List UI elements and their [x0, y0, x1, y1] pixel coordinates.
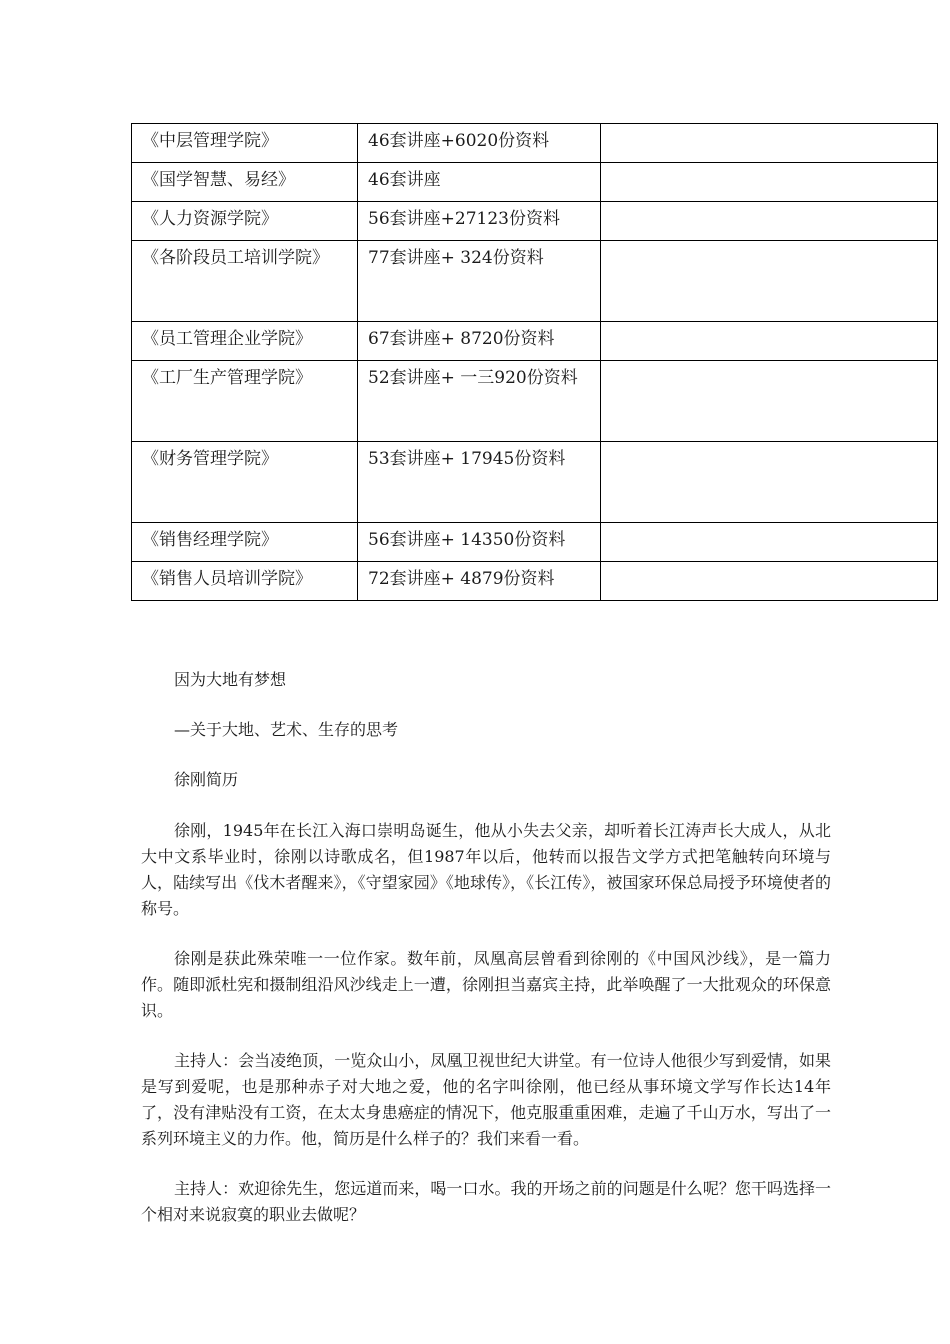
table-row	[132, 202, 938, 241]
paragraph-biography: 徐刚，1945年在长江入海口崇明岛诞生，他从小失去父亲，却听着长江涛声长大成人，从北大中文系毕业时，徐刚以诗歌成名，但1987年以后，他转而以报告文学方式把笔触转向环境与人，陆续写出《伐木者醒来》，《守望家园》《地球传》，《长江传》，被国家环保总局授予环境使者的称号。	[141, 821, 831, 918]
course-name-cell-text: 《人力资源学院》	[142, 209, 278, 229]
course-note-cell	[601, 124, 938, 163]
course-content-cell-text: 56套讲座+ 14350份资料	[368, 530, 566, 550]
article-title: 因为大地有梦想	[174, 670, 287, 689]
course-note-cell	[601, 241, 938, 322]
course-content-cell	[358, 322, 601, 361]
course-content-cell-text: 46套讲座+6020份资料	[368, 131, 550, 151]
course-content-cell	[358, 442, 601, 523]
paragraph-host-intro: 主持人：会当凌绝顶，一览众山小，凤凰卫视世纪大讲堂。有一位诗人他很少写到爱情，如果是写到爱呢，也是那种赤子对大地之爱，他的名字叫徐刚，他已经从事环境文学写作长达14年了，没有津贴没有工资，在太太身患癌症的情况下，他克服重重困难，走遍了千山万水，写出了一系列环境主义的力作。他，简历是什么样子的？我们来看一看。	[141, 1051, 831, 1148]
course-name-cell	[132, 523, 358, 562]
course-content-cell-text: 72套讲座+ 4879份资料	[368, 569, 555, 589]
course-name-cell	[132, 562, 358, 601]
course-note-cell	[601, 202, 938, 241]
table-row	[132, 442, 938, 523]
course-content-cell	[358, 361, 601, 442]
course-content-cell-text: 77套讲座+ 324份资料	[368, 248, 544, 268]
course-name-cell	[132, 241, 358, 322]
course-note-cell	[601, 523, 938, 562]
course-content-cell	[358, 241, 601, 322]
course-name-cell-text: 《国学智慧、易经》	[142, 170, 295, 190]
course-content-cell-text: 53套讲座+ 17945份资料	[368, 449, 566, 469]
course-table	[131, 123, 938, 601]
course-note-cell	[601, 163, 938, 202]
section-label: 徐刚简历	[174, 770, 239, 789]
course-content-cell-text: 46套讲座	[368, 170, 441, 190]
course-content-cell-text: 56套讲座+27123份资料	[368, 209, 560, 229]
course-content-cell	[358, 163, 601, 202]
paragraph-host-question: 主持人：欢迎徐先生，您远道而来，喝一口水。我的开场之前的问题是什么呢？您干吗选择一个相对来说寂寞的职业去做呢？	[141, 1179, 831, 1224]
course-name-cell-text: 《工厂生产管理学院》	[142, 368, 312, 388]
course-note-cell	[601, 322, 938, 361]
course-name-cell-text: 《各阶段员工培训学院》	[142, 248, 329, 268]
course-name-cell	[132, 163, 358, 202]
table-row	[132, 241, 938, 322]
table-row	[132, 562, 938, 601]
paragraph-honor: 徐刚是获此殊荣唯一一位作家。数年前，凤凰高层曾看到徐刚的《中国风沙线》，是一篇力作。随即派杜宪和摄制组沿风沙线走上一遭，徐刚担当嘉宾主持，此举唤醒了一大批观众的环保意识。	[141, 949, 831, 1020]
table-row	[132, 523, 938, 562]
table-row	[132, 124, 938, 163]
article	[141, 668, 831, 1252]
course-content-cell	[358, 202, 601, 241]
course-name-cell-text: 《销售经理学院》	[142, 530, 278, 550]
course-note-cell	[601, 562, 938, 601]
course-name-cell-text: 《员工管理企业学院》	[142, 329, 312, 349]
course-table-body	[132, 124, 938, 601]
course-name-cell	[132, 322, 358, 361]
course-content-cell	[358, 562, 601, 601]
table-row	[132, 163, 938, 202]
course-name-cell-text: 《财务管理学院》	[142, 449, 278, 469]
table-row	[132, 322, 938, 361]
course-note-cell	[601, 442, 938, 523]
course-content-cell-text: 52套讲座+ 一三920份资料	[368, 368, 578, 388]
course-content-cell	[358, 523, 601, 562]
course-name-cell-text: 《中层管理学院》	[142, 131, 278, 151]
course-content-cell	[358, 124, 601, 163]
course-content-cell-text: 67套讲座+ 8720份资料	[368, 329, 555, 349]
course-name-cell	[132, 124, 358, 163]
course-name-cell	[132, 202, 358, 241]
article-subtitle: —关于大地、艺术、生存的思考	[174, 720, 399, 739]
course-name-cell	[132, 361, 358, 442]
course-name-cell	[132, 442, 358, 523]
table-row	[132, 361, 938, 442]
course-note-cell	[601, 361, 938, 442]
course-name-cell-text: 《销售人员培训学院》	[142, 569, 312, 589]
